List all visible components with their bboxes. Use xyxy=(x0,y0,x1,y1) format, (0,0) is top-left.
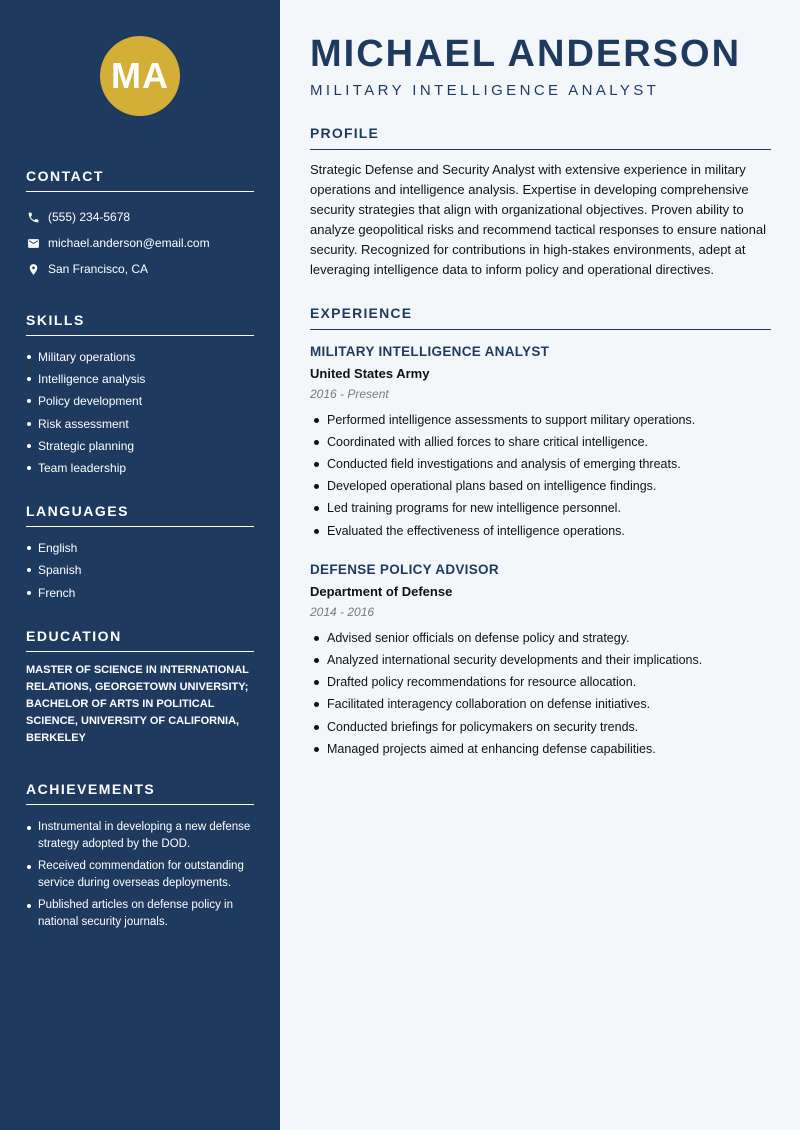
skills-section xyxy=(26,312,254,479)
contact-list xyxy=(26,204,254,282)
job-dates: 2014 - 2016 xyxy=(310,604,375,619)
languages-list xyxy=(26,537,254,604)
experience-heading: EXPERIENCE xyxy=(310,305,771,330)
avatar-initials: MA xyxy=(111,55,169,96)
contact-email xyxy=(26,230,254,256)
skills-heading: SKILLS xyxy=(26,312,254,336)
job-bullet: Conducted briefings for policymakers on security trends. xyxy=(310,716,771,738)
sidebar xyxy=(0,0,280,1130)
experience-section xyxy=(310,305,771,760)
job-entry xyxy=(310,344,771,542)
skill-item: Intelligence analysis xyxy=(26,368,254,390)
contact-section xyxy=(26,168,254,282)
job-organization: United States Army xyxy=(310,365,430,381)
job-bullet: Drafted policy recommendations for resource allocation. xyxy=(310,671,771,693)
skill-item: Risk assessment xyxy=(26,413,254,435)
job-bullets xyxy=(310,409,771,542)
skill-item: Military operations xyxy=(26,346,254,368)
job-bullet: Analyzed international security developments and their implications. xyxy=(310,649,771,671)
languages-section xyxy=(26,503,254,604)
job-role: DEFENSE POLICY ADVISOR xyxy=(310,561,499,577)
contact-heading: CONTACT xyxy=(26,168,254,192)
location-pin-icon xyxy=(26,262,40,276)
contact-email-text[interactable]: michael.anderson@email.com xyxy=(48,236,210,250)
language-item: French xyxy=(26,582,254,604)
candidate-name: MICHAEL ANDERSON xyxy=(310,33,742,75)
job-bullet: Led training programs for new intelligence personnel. xyxy=(310,497,771,519)
language-item: English xyxy=(26,537,254,559)
job-bullet: Facilitated interagency collaboration on defense initiatives. xyxy=(310,693,771,715)
achievements-section xyxy=(26,781,254,931)
candidate-title: MILITARY INTELLIGENCE ANALYST xyxy=(310,82,660,99)
job-bullets xyxy=(310,627,771,760)
job-role: MILITARY INTELLIGENCE ANALYST xyxy=(310,343,550,359)
main-content xyxy=(310,0,771,760)
job-entry xyxy=(310,562,771,760)
avatar xyxy=(100,36,180,116)
achievements-heading: ACHIEVEMENTS xyxy=(26,781,254,805)
job-bullet: Coordinated with allied forces to share critical intelligence. xyxy=(310,431,771,453)
job-dates: 2016 - Present xyxy=(310,386,389,401)
job-bullet: Evaluated the effectiveness of intelligence operations. xyxy=(310,520,771,542)
profile-section xyxy=(310,125,771,281)
job-organization: Department of Defense xyxy=(310,583,453,599)
job-bullet: Developed operational plans based on intelligence findings. xyxy=(310,475,771,497)
education-heading: EDUCATION xyxy=(26,628,254,652)
contact-location xyxy=(26,256,254,282)
achievement-item: Published articles on defense policy in national security journals. xyxy=(26,897,254,931)
contact-phone xyxy=(26,204,254,230)
skill-item: Policy development xyxy=(26,390,254,412)
contact-phone-text[interactable]: (555) 234-5678 xyxy=(48,210,131,224)
contact-location-text: San Francisco, CA xyxy=(48,262,149,276)
job-bullet: Performed intelligence assessments to support military operations. xyxy=(310,409,771,431)
skills-list xyxy=(26,346,254,479)
avatar-wrapper xyxy=(26,36,254,116)
education-text: MASTER OF SCIENCE IN INTERNATIONAL RELATIONS, GEORGETOWN UNIVERSITY; BACHELOR OF ARTS IN POLITICAL SCIENCE, UNIVERSITY OF CALIFORNIA, BERKELEY xyxy=(26,663,249,744)
profile-heading: PROFILE xyxy=(310,125,771,150)
achievement-item: Instrumental in developing a new defense strategy adopted by the DOD. xyxy=(26,819,254,853)
job-bullet: Advised senior officials on defense policy and strategy. xyxy=(310,627,771,649)
phone-icon xyxy=(26,210,40,224)
skill-item: Team leadership xyxy=(26,457,254,479)
job-bullet: Managed projects aimed at enhancing defense capabilities. xyxy=(310,738,771,760)
profile-text: Strategic Defense and Security Analyst with extensive experience in military operations and intelligence analysis. Expertise in developing comprehensive security strategies that align with organizational objectives. Proven ability to analyze geopolitical risks and recommend tactical responses to ensure national security. Recognized for contributions in high-stakes environments, adept at leveraging intelligence data to inform policy and operational directives. xyxy=(310,162,766,278)
achievements-list xyxy=(26,819,254,931)
achievement-item: Received commendation for outstanding service during overseas deployments. xyxy=(26,858,254,892)
education-section xyxy=(26,628,254,747)
skill-item: Strategic planning xyxy=(26,435,254,457)
email-icon xyxy=(26,236,40,250)
languages-heading: LANGUAGES xyxy=(26,503,254,527)
language-item: Spanish xyxy=(26,559,254,581)
job-bullet: Conducted field investigations and analysis of emerging threats. xyxy=(310,453,771,475)
